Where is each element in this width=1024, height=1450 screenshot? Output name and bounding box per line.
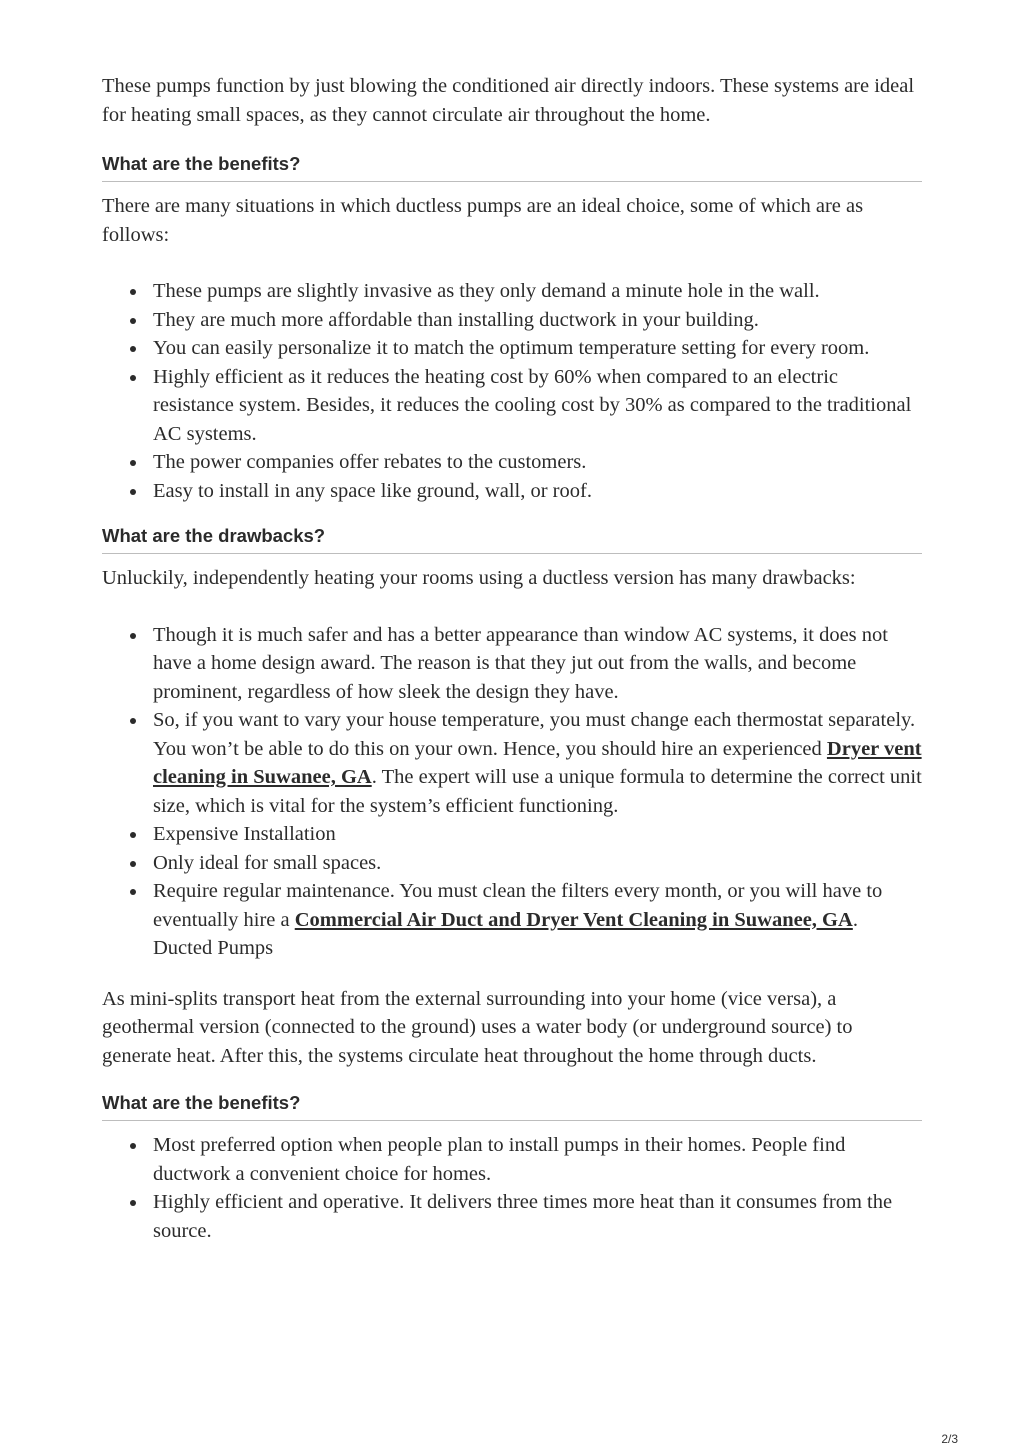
list-item-text: Require regular maintenance. You must clean the filters every month, or you will have to eventually hire a	[153, 880, 883, 931]
list-item: You can easily personalize it to match the optimum temperature setting for every room.	[153, 334, 922, 363]
list-item: Easy to install in any space like ground, wall, or roof.	[153, 477, 922, 506]
list-item: Highly efficient as it reduces the heating cost by 60% when compared to an electric resistance system. Besides, it reduces the cooling cost by 30% as compared to the traditional AC systems.	[153, 363, 922, 449]
document-page	[102, 72, 922, 1245]
list-item-text: . The expert will use a unique formula to determine the correct unit size, which is vital for the system’s efficient functioning.	[153, 766, 922, 817]
list-item: Expensive Installation	[153, 820, 922, 849]
ductless-drawbacks-list	[102, 621, 922, 963]
intro-paragraph: These pumps function by just blowing the conditioned air directly indoors. These systems are ideal for heating small spaces, as they cannot circulate air throughout the home.	[102, 75, 915, 126]
commercial-air-duct-link[interactable]: Commercial Air Duct and Dryer Vent Cleaning in Suwanee, GA	[294, 908, 853, 931]
page-number: 2/3	[941, 1432, 958, 1446]
drawbacks-heading: What are the drawbacks?	[102, 525, 922, 554]
ducted-benefits-list	[102, 1131, 922, 1245]
list-item-text: . Ducted Pumps	[153, 908, 858, 959]
list-item: They are much more affordable than installing ductwork in your building.	[153, 306, 922, 335]
benefits-intro-paragraph: There are many situations in which ductless pumps are an ideal choice, some of which are as follows:	[102, 195, 864, 246]
list-item	[153, 706, 922, 820]
benefits-heading: What are the benefits?	[102, 153, 922, 182]
list-item: The power companies offer rebates to the customers.	[153, 448, 922, 477]
list-item-text: So, if you want to vary your house temperature, you must change each thermostat separately. You won’t be able to do this on your own. Hence, you should hire an experienced	[153, 709, 916, 760]
geothermal-paragraph: As mini-splits transport heat from the external surrounding into your home (vice versa), a geothermal version (connected to the ground) uses a water body (or underground source) to generate heat. After this, the systems circulate heat throughout the home through ducts.	[102, 987, 853, 1067]
dryer-vent-cleaning-link[interactable]: Dryer vent cleaning in Suwanee, GA	[153, 737, 922, 788]
list-item: Only ideal for small spaces.	[153, 849, 922, 878]
list-item: These pumps are slightly invasive as they only demand a minute hole in the wall.	[153, 277, 922, 306]
list-item: Most preferred option when people plan to install pumps in their homes. People find ductwork a convenient choice for homes.	[153, 1131, 922, 1188]
drawbacks-intro-paragraph: Unluckily, independently heating your rooms using a ductless version has many drawbacks:	[102, 567, 856, 589]
list-item	[153, 877, 922, 963]
ductless-benefits-list	[102, 277, 922, 505]
list-item: Though it is much safer and has a better appearance than window AC systems, it does not have a home design award. The reason is that they jut out from the walls, and become prominent, regardless of how sleek the design they have.	[153, 621, 922, 707]
list-item: Highly efficient and operative. It delivers three times more heat than it consumes from the source.	[153, 1188, 922, 1245]
ducted-benefits-heading: What are the benefits?	[102, 1092, 922, 1121]
